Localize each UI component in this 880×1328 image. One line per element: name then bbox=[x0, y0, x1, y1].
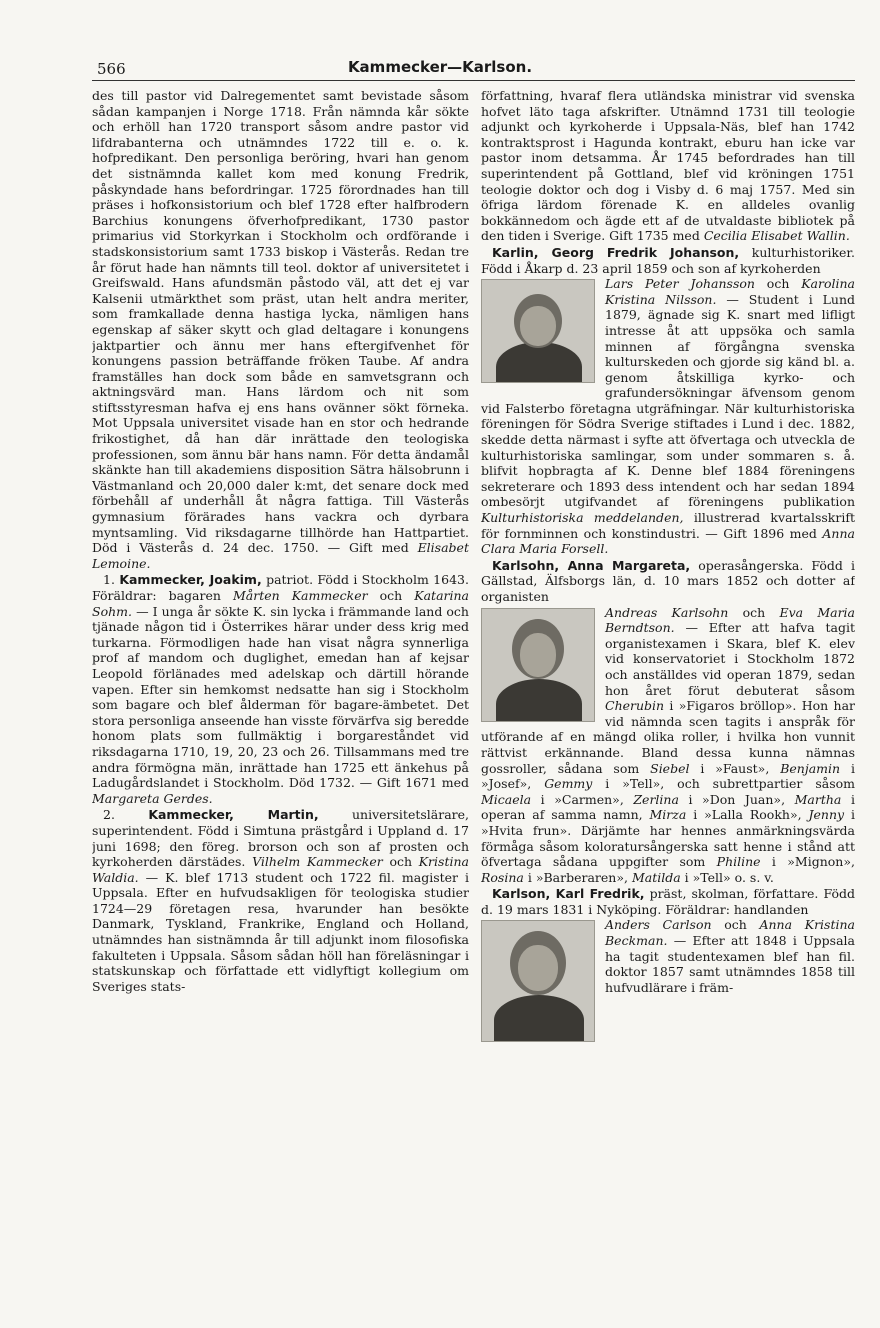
entry-karlsohn-body: Andreas Karlsohn och Eva Maria Berndtson. — Efter att hafva tagit organistexamen i Skara, blef K. elev vid konservatoriet i Stockholm 1872 och anställdes vid operan 1879, sedan hon året förut debuterat såsom Cherubin i »Figaros bröllop». Hon har vid nämnda scen tagits i anspråk för utförande af en mängd olika roller, i hvilka hon vunnit rättvist erkännande. Bland dessa kunna nämnas gossroller, sådana som Siebel i »Faust», Benjamin i »Josef», Gemmy i »Tell», och subrettpartier såsom Micaela i »Carmen», Zerlina i »Don Juan», Martha i operan af samma namn, Mirza i »Lalla Rookh», Jenny i »Hvita frun». Därjämte har hennes anmärkningsvärda förmåga såsom koloratursångerska satt henne i stånd att öfvertaga sådana uppgifter som Philine i »Mignon», Rosina i »Barberaren», Matilda i »Tell» o. s. v. bbox=[481, 604, 855, 885]
entry-karlin: Karlin, Georg Fredrik Johanson, kulturhistoriker. Född i Åkarp d. 23 april 1859 och son af kyrkoherden bbox=[481, 244, 855, 276]
portrait-karlsohn bbox=[481, 608, 595, 722]
entry-karlson-body: Anders Carlson och Anna Kristina Beckman. — Efter att 1848 i Uppsala ha tagit studentexamen blef han fil. doktor 1857 samt utnämndes 1858 till hufvudlärare i främ- bbox=[605, 917, 855, 995]
entry-headword: Karlson, Karl Fredrik, bbox=[492, 886, 645, 902]
right-column bbox=[481, 88, 855, 1288]
running-head: Kammecker—Karlson. bbox=[347, 58, 533, 76]
entry-headword: Kammecker, Martin, bbox=[148, 807, 319, 823]
page-number: 566 bbox=[97, 60, 126, 78]
entry-karlin-body: Lars Peter Johansson och Karolina Kristina Nilsson. — Student i Lund 1879, ägnade sig K. snart med lifligt intresse åt att uppsöka och samla minnen af förgångna svenska kulturskeden och gjorde sig känd bl. a. genom åtskilliga kyrko- och grafundersökningar äfvensom genom vid Falsterbo företagna utgräfningar. När kulturhistoriska föreningen för Södra Sverige stiftades i Lund i dec. 1882, skedde detta närmast i syfte att öfvertaga och utveckla de kulturhistoriska samlingar, som under sommaren s. å. blifvit hopbragta af K. Denne blef 1884 föreningens sekreterare och 1893 dess intendent och har sedan 1894 ombesörjt utgifvandet af föreningens publikation Kulturhistoriska meddelanden, illustrerad kvartalsskrift för fornminnen och konstindustri. — Gift 1896 med Anna Clara Maria Forsell. bbox=[481, 276, 855, 557]
paragraph-kalsenius-continued: des till pastor vid Dalregementet samt bevistade såsom sådan kampanjen i Norge 1718. Från nämnda kår sökte och erhöll han 1720 transport såsom andre pastor vid lifdrabanterna och utnämndes 1722 till e. o. k. hofpredikant. Den personliga beröring, hvari han genom det sistnämnda kallet kom med konung Fredrik, påskyndade hans befordringar. 1725 förordnades han till präses i hofkonsistorium och blef 1728 efter halfbrodern Barchius konungens öfverhofpredikant, 1730 pastor primarius vid Storkyrkan i Stockholm och ordförande i stadskonsistorium samt 1733 biskop i Västerås. Redan tre år förut hade han nämnts till teol. doktor af universitetet i Greifswald. Hans afundsmän påstodo väl, att det ej var Kalsenii utmärkthet som präst, utan helt andra meriter, som framkallade denna hastiga lycka, nämligen hans egenskap af säker skytt och glad deltagare i konungens jaktpartier och ännu mer hans eftergifvenhet för konungens passion beträffande fröken Taube. Af andra framställes han dock som både en samvetsgrann och aktningsvärd man. Hans lärdom och nit som stiftsstyresman hafva ej ens hans ovänner sökt förneka. Mot Uppsala universitet visade han en stor och hedrande frikostighet, då han där inrättade den teologiska professionen, som ännu bär hans namn. För detta ändamål skänkte han till akademiens disposition Sätra hälsobrunn i Västmanland och 20,000 daler k:mt, det senare dock med förbehåll af underhåll åt några fattiga. Till Västerås gymnasium förärades hans vackra och dyrbara myntsamling. Vid riksdagarne tillhörde han Hattpartiet. Död i Västerås d. 24 dec. 1750. — Gift med Elisabet Lemoine. bbox=[92, 88, 469, 571]
entry-kammecker-joakim: 1. Kammecker, Joakim, patriot. Född i Stockholm 1643. Föräldrar: bagaren Mårten Kammecker och Katarina Sohm. — I unga år sökte K. sin lycka i främmande land och tjänade någon tid i Österrikes härar under dess krig med turkarna. Förmodligen hade han visat några synnerliga prof af mandom och duglighet, emedan han af kejsar Leopold förlänades med adelskap och därtill hörande vapen. Efter sin hemkomst nedsatte han sig i Stockholm som bagare och blef ålderman för bagare-ämbetet. Det stora personliga anseende han visste förvärfva sig beredde honom plats som fullmäktig i borgareståndet vid riksdagarna 1710, 19, 20, 23 och 26. Tillsammans med tre andra förmögna män, inrättade han 1725 ett änkehus på Ladugårdslandet i Stockholm. Död 1732. — Gift 1671 med Margareta Gerdes. bbox=[92, 572, 469, 806]
portrait-karlin bbox=[481, 279, 595, 383]
entry-karlson: Karlson, Karl Fredrik, präst, skolman, författare. Född d. 19 mars 1831 i Nyköping. Föräldrar: handlanden bbox=[481, 886, 855, 917]
entry-karlsohn: Karlsohn, Anna Margareta, operasångerska. Född i Gällstad, Älfsborgs län, d. 10 mars 1852 och dotter af organisten bbox=[481, 557, 855, 604]
portrait-karlson bbox=[481, 920, 595, 1042]
entry-headword: Kammecker, Joakim, bbox=[119, 572, 262, 588]
paragraph-kammecker-martin-continued: författning, hvaraf flera utländska ministrar vid svenska hofvet läto taga afskrifter. Utnämnd 1731 till teologie adjunkt och kyrkoherde i Uppsala-Näs, blef han 1742 kontraktsprost i Hagunda kontrakt, eburu han icke var pastor inom detsamma. År 1745 befordrades han till superintendent på Gottland, blef vid kröningen 1751 teologie doktor och dog i Visby d. 6 maj 1757. Med sin öfriga lärdom förenade K. en alldeles ovanlig bokkännedom och ägde ett af de utvaldaste bibliotek på den tiden i Sverige. Gift 1735 med Cecilia Elisabet Wallin. bbox=[481, 88, 855, 244]
entry-headword: Karlsohn, Anna Margareta, bbox=[492, 557, 691, 573]
header-rule bbox=[92, 80, 855, 81]
entry-headword: Karlin, Georg Fredrik Johanson, bbox=[492, 244, 740, 260]
left-column bbox=[92, 88, 469, 1288]
entry-kammecker-martin: 2. Kammecker, Martin, universitetslärare, superintendent. Född i Simtuna prästgård i Uppland d. 17 juni 1698; den föreg. brorson och son af prosten och kyrkoherden därstädes. Vilhelm Kammecker och Kristina Waldia. — K. blef 1713 student och 1722 fil. magister i Uppsala. Efter en hufvudsakligen för teologiska studier 1724—29 företagen resa, hvarunder han besökte Danmark, Tyskland, Frankrike, England och Holland, utnämndes han sistnämnda år till adjunkt inom filosofiska fakulteten i Uppsala. Såsom sådan höll han föreläsningar i statskunskap och författade ett vidlyftigt kollegium om Sveriges stats- bbox=[92, 807, 469, 994]
